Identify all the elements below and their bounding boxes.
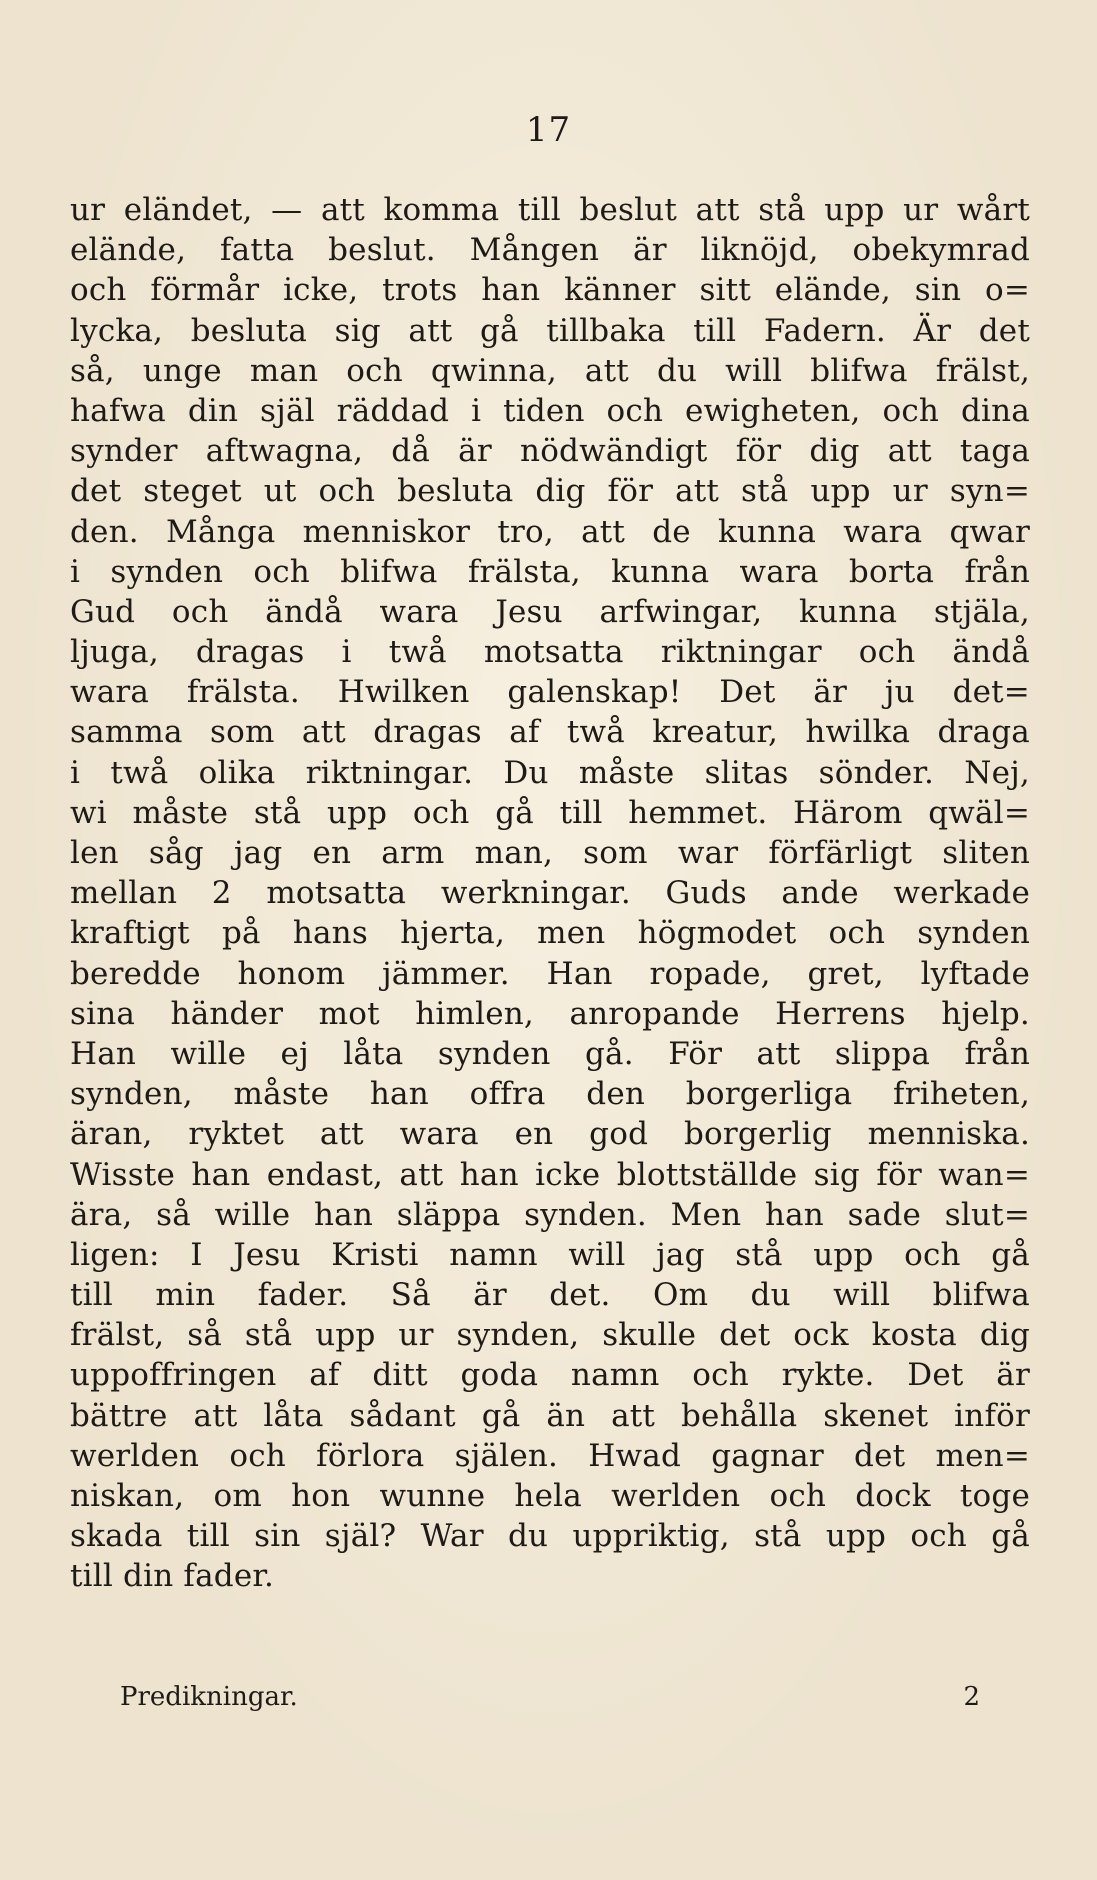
sheet-number: 2 (963, 1682, 980, 1712)
signature-mark: Predikningar. (120, 1682, 298, 1712)
text-line: bättre att låta sådant gå än att behålla skenet inför (70, 1397, 1030, 1434)
text-line: mellan 2 motsatta werkningar. Guds ande werkade (70, 875, 1030, 912)
text-line: beredde honom jämmer. Han ropade, gret, lyftade (70, 955, 1030, 992)
text-line: så, unge man och qwinna, att du will blifwa frälst, (70, 352, 1030, 389)
text-line: wi måste stå upp och gå till hemmet. Härom qwäl= (70, 794, 1030, 831)
text-line: Gud och ändå wara Jesu arfwingar, kunna stjäla, (70, 593, 1030, 630)
text-line: kraftigt på hans hjerta, men högmodet och synden (70, 915, 1030, 952)
text-line: i twå olika riktningar. Du måste slitas sönder. Nej, (70, 754, 1030, 791)
text-line: Han wille ej låta synden gå. För att slippa från (70, 1035, 1030, 1072)
text-line: skada till sin själ? War du uppriktig, stå upp och gå (70, 1518, 1030, 1555)
text-line: ljuga, dragas i twå motsatta riktningar och ändå (70, 634, 1030, 671)
text-line: synder aftwagna, då är nödwändigt för dig att taga (70, 433, 1030, 470)
text-line: den. Många menniskor tro, att de kunna wara qwar (70, 513, 1030, 550)
text-line: till din fader. (70, 1558, 275, 1595)
text-line: ur eländet, — att komma till beslut att stå upp ur wårt (70, 192, 1030, 228)
text-line: Wisste han endast, att han icke blottställde sig för wan= (70, 1156, 1030, 1193)
text-line: lycka, besluta sig att gå tillbaka till Fadern. Är det (70, 312, 1030, 349)
text-line: i synden och blifwa frälsta, kunna wara borta från (70, 553, 1030, 590)
text-line: sina händer mot himlen, anropande Herrens hjelp. (70, 995, 1030, 1032)
body-text (70, 190, 1030, 1597)
text-line: frälst, så stå upp ur synden, skulle det ock kosta dig (70, 1317, 1030, 1354)
text-line: wara frälsta. Hwilken galenskap! Det är ju det= (70, 674, 1030, 711)
text-line: och förmår icke, trots han känner sitt elände, sin o= (70, 272, 1030, 309)
page-number: 17 (525, 110, 572, 150)
text-line: äran, ryktet att wara en god borgerlig menniska. (70, 1116, 1030, 1153)
text-line: uppoffringen af ditt goda namn och rykte. Det är (70, 1357, 1030, 1394)
text-line: hafwa din själ räddad i tiden och ewigheten, och dina (70, 392, 1030, 429)
text-line: det steget ut och besluta dig för att stå upp ur syn= (70, 473, 1030, 510)
text-line: samma som att dragas af twå kreatur, hwilka draga (70, 714, 1030, 751)
text-line: niskan, om hon wunne hela werlden och dock toge (70, 1478, 1030, 1514)
text-line: ligen: I Jesu Kristi namn will jag stå upp och gå (70, 1236, 1030, 1273)
text-line: till min fader. Så är det. Om du will blifwa (70, 1277, 1030, 1314)
text-line: elände, fatta beslut. Mången är liknöjd, obekymrad (70, 232, 1030, 269)
text-line: werlden och förlora själen. Hwad gagnar det men= (70, 1437, 1030, 1474)
text-line: ära, så wille han släppa synden. Men han sade slut= (70, 1196, 1030, 1233)
text-line: len såg jag en arm man, som war förfärligt sliten (70, 835, 1030, 871)
text-line: synden, måste han offra den borgerliga friheten, (70, 1076, 1030, 1113)
